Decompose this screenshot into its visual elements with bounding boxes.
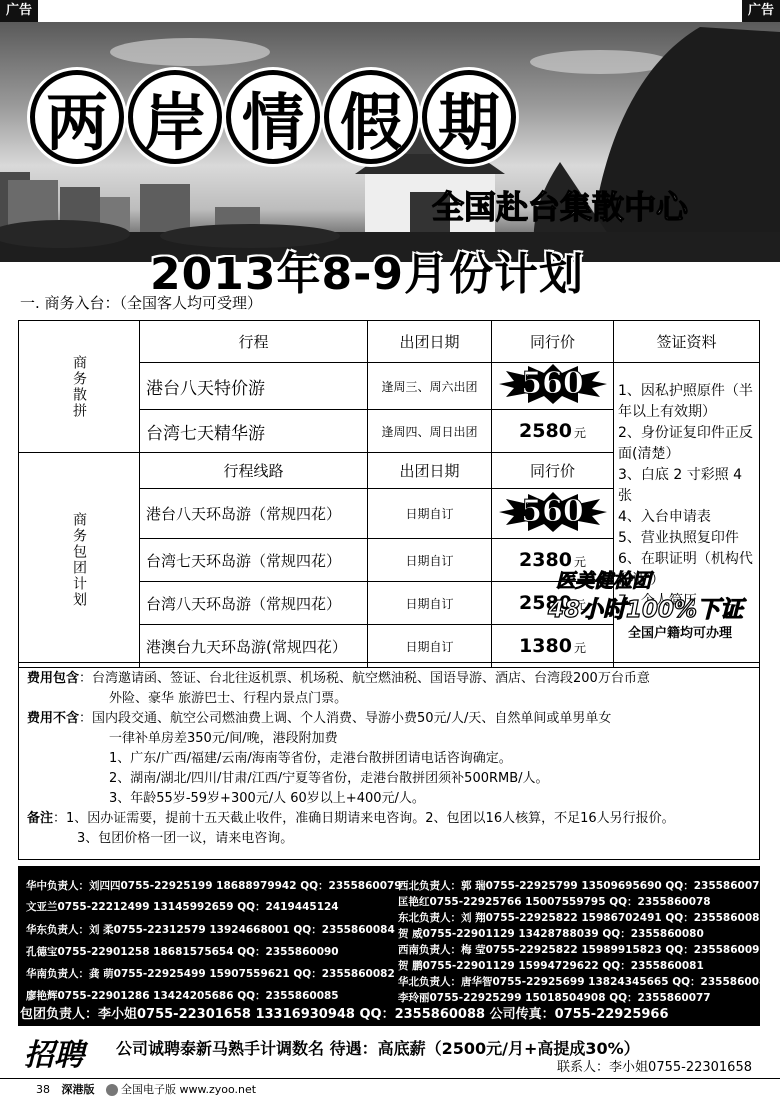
contact-row: 华北负责人：唐华智0755-22925699 13824345665 QQ：2355860087 (398, 976, 774, 988)
recruit-banner (18, 1030, 760, 1074)
contact-row: 匡艳红0755-22925766 15007559795 QQ：2355860078 (398, 896, 711, 908)
contact-row: 华南负责人：龚 萌0755-22925499 15907559621 QQ：2355860082 (26, 968, 395, 980)
visa-item: 1、因私护照原件（半年以上有效期） (618, 383, 753, 420)
scatter-side-label: 商务散拼 (19, 321, 140, 453)
contact-row: 西南负责人：梅 莹0755-22925822 15989915823 QQ：2355860091 (398, 944, 767, 956)
date-cell: 逢周四、周日出团 (368, 410, 492, 453)
price-burst (498, 491, 608, 533)
contact-row: 西北负责人：郭 瑞0755-22925799 13509695690 QQ：2355860076 (398, 880, 767, 892)
site-icon (106, 1084, 118, 1096)
contact-row: 华东负责人：刘 柔0755-22312579 13924668001 QQ：2355860084 (26, 924, 395, 936)
contact-row: 李玲丽0755-22925299 15018504908 QQ：2355860077 (398, 992, 711, 1004)
page-number: 38 (36, 1083, 50, 1096)
edition-label: 深港版 (61, 1083, 95, 1096)
price-cell (492, 489, 614, 539)
site-link[interactable]: 全国电子版 www.zyoo.net (121, 1083, 257, 1096)
medical-tour-note: 全国户籍均可办理 (628, 626, 733, 641)
contact-row: 文亚兰0755-22212499 13145992659 QQ：2419445124 (26, 901, 339, 913)
fees-note-cont: 3、包团价格一团一议，请来电咨询。 (77, 831, 294, 846)
contact-row: 华中负责人：刘四四0755-22925199 18688979942 QQ：2355860079 (26, 880, 402, 892)
route-cell: 港台八天特价游 (140, 363, 368, 410)
medical-tour-title: 医美健检团 (556, 570, 652, 592)
fees-extra-item: 1、广东/广西/福建/云南/海南等省份，走港台散拼团请电话咨询确定。 (109, 751, 512, 766)
fees-excluded-text: ：国内段交通、航空公司燃油费上调、个人消费、导游小费50元/人/天、自然单间或单男单女 (79, 711, 612, 726)
contact-row: 东北负责人：刘 翔0755-22925822 15986702491 QQ：2355860083 (398, 912, 767, 924)
fees-extra-item: 3、年龄55岁-59岁+300元/人 60岁以上+400元/人。 (109, 791, 425, 806)
price-value: 2580 (519, 592, 572, 614)
fees-extra-item: 2、湖南/湖北/四川/甘肃/江西/宁夏等省份，走港台散拼团须补500RMB/人。 (109, 771, 549, 786)
title-char: 假 (324, 70, 418, 164)
visa-item: 7、个人简历 (618, 593, 697, 609)
title-char: 期 (422, 70, 516, 164)
page-footer (0, 1078, 780, 1100)
recruit-text: 公司诚聘泰新马熟手计调数名 待遇：高底薪（2500元/月+高提成30%） (116, 1039, 640, 1058)
recruit-contact: 联系人：李小姐0755-22301658 (557, 1060, 752, 1075)
contact-row: 孔德宝0755-22901258 18681575654 QQ：2355860090 (26, 946, 339, 958)
visa-item: 5、营业执照复印件 (618, 530, 739, 546)
route-cell: 台湾七天精华游 (140, 410, 368, 453)
price-value: 560 (521, 493, 584, 529)
fees-note-label: 备注 (27, 811, 54, 826)
fees-excluded-label: 费用不含 (27, 711, 80, 726)
date-cell: 日期自订 (368, 489, 492, 539)
date-cell: 日期自订 (368, 582, 492, 625)
hero-banner (0, 22, 780, 262)
contact-row: 贺 威0755-22901129 13428788039 QQ：2355860080 (398, 928, 704, 940)
fees-excluded-cont: 一律补单房差350元/间/晚，港段附加费 (109, 731, 338, 746)
medical-tour-promise: 48小时100%下证 (548, 597, 744, 623)
ad-label-left: 广告 (0, 0, 38, 22)
visa-item: 2、身份证复印件正反面(清楚） (618, 425, 753, 462)
visa-item: 3、白底 2 寸彩照 4 张 (618, 467, 743, 504)
col-header: 出团日期 (368, 453, 492, 489)
price-cell (492, 363, 614, 410)
fees-included-text: ：台湾邀请函、签证、台北往返机票、机场税、航空燃油税、国语导游、酒店、台湾段200万台币意 (79, 671, 650, 686)
title-char: 情 (226, 70, 320, 164)
fees-note-text: ：1、因办证需要，提前十五天截止收件，准确日期请来电咨询。2、包团以16人核算，不足16人另行报价。 (53, 811, 675, 826)
group-side-label: 商务包团计划 (19, 453, 140, 668)
fees-excluded (27, 709, 751, 729)
title-char: 岸 (128, 70, 222, 164)
price-unit: 元 (573, 598, 586, 612)
contact-row: 廖艳辉0755-22901286 13424205686 QQ：2355860085 (26, 990, 339, 1002)
col-header: 签证资料 (614, 321, 760, 363)
recruit-logo: 招聘 (24, 1038, 84, 1073)
fees-included (27, 669, 751, 689)
fees-note (27, 809, 751, 829)
route-cell: 台湾八天环岛游（常规四花） (140, 582, 368, 625)
fees-included-label: 费用包含 (27, 671, 80, 686)
date-cell: 日期自订 (368, 539, 492, 582)
price-value: 560 (521, 366, 584, 401)
group-contact: 包团负责人：李小姐0755-22301658 13316930948 QQ：2355860088 公司传真：0755-22925966 (20, 1007, 669, 1022)
price-unit: 元 (573, 641, 586, 655)
contact-row: 贺 鹏0755-22901129 15994729622 QQ：2355860081 (398, 960, 704, 972)
fees-included-cont: 外险、豪华 旅游巴士、行程内景点门票。 (109, 691, 348, 706)
ad-label-right: 广告 (742, 0, 780, 22)
col-header: 同行价 (492, 321, 614, 363)
fees-box (18, 662, 760, 860)
plan-title: 2013年8-9月份计划 (150, 249, 584, 300)
visa-item: 6、在职证明（机构代码证 ） (618, 551, 753, 588)
route-cell: 台湾七天环岛游（常规四花） (140, 539, 368, 582)
price-value: 1380 (519, 635, 572, 657)
price-value: 2580 (519, 420, 572, 442)
main-title (30, 70, 516, 164)
title-char: 两 (30, 70, 124, 164)
price-unit: 元 (573, 426, 586, 440)
date-cell: 逢周三、周六出团 (368, 363, 492, 410)
col-header: 同行价 (492, 453, 614, 489)
date-cell: 日期自订 (368, 625, 492, 668)
subtitle: 全国赴台集散中心 (432, 188, 689, 226)
section-heading: 一. 商务入台：（全国客人均可受理） (20, 294, 263, 312)
price-cell (492, 410, 614, 453)
col-header: 行程 (140, 321, 368, 363)
route-cell: 港台八天环岛游（常规四花） (140, 489, 368, 539)
col-header: 行程线路 (140, 453, 368, 489)
route-cell: 港澳台九天环岛游(常规四花） (140, 625, 368, 668)
contacts-panel (18, 866, 774, 1026)
visa-item: 4、入台申请表 (618, 509, 711, 525)
price-value: 2380 (519, 549, 572, 571)
price-burst (498, 363, 608, 405)
col-header: 出团日期 (368, 321, 492, 363)
price-unit: 元 (573, 555, 586, 569)
